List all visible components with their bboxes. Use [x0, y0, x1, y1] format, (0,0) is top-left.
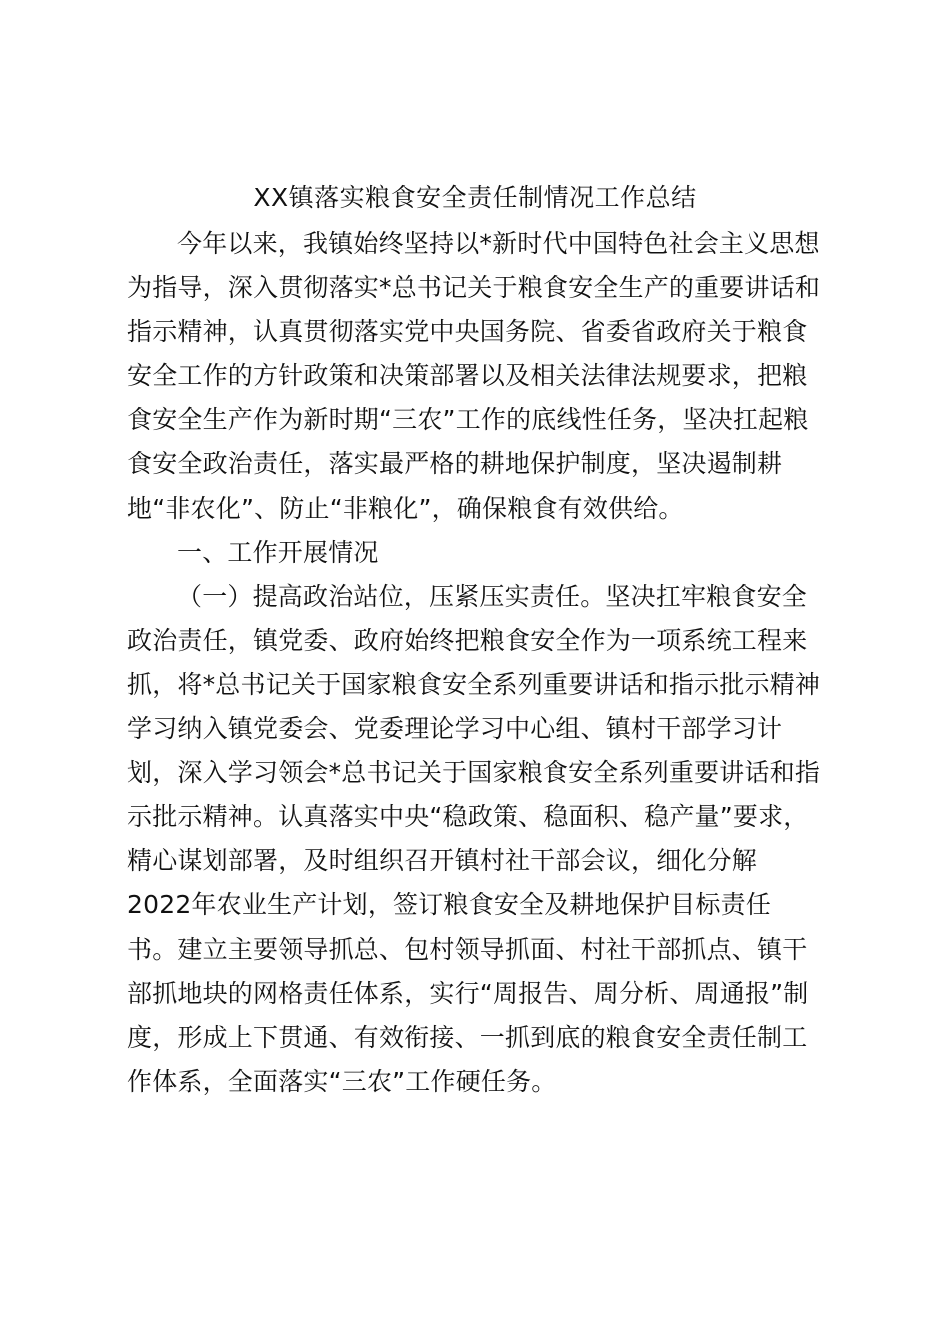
paragraph-line: 地“非农化”、防止“非粮化”，确保粮食有效供给。 [127, 493, 684, 523]
paragraph-line: 为指导，深入贯彻落实*总书记关于粮食安全生产的重要讲话和 [127, 273, 821, 303]
document-body [127, 222, 837, 1104]
paragraph-line: 度，形成上下贯通、有效衔接、一抓到底的粮食安全责任制工 [127, 1022, 808, 1052]
paragraph-line: （一）提高政治站位，压紧压实责任。坚决扛牢粮食安全 [177, 581, 808, 611]
paragraph-line: 学习纳入镇党委会、党委理论学习中心组、镇村干部学习计 [127, 714, 783, 744]
paragraph-line: 示批示精神。认真落实中央“稳政策、稳面积、稳产量”要求， [127, 802, 809, 832]
section-heading: 一、工作开展情况 [177, 537, 379, 567]
paragraph-line: 食安全生产作为新时期“三农”工作的底线性任务，坚决扛起粮 [127, 405, 809, 435]
paragraph-line: 安全工作的方针政策和决策部署以及相关法律法规要求，把粮 [127, 361, 808, 391]
paragraph-line: 食安全政治责任，落实最严格的耕地保护制度，坚决遏制耕 [127, 449, 783, 479]
paragraph-line: 政治责任，镇党委、政府始终把粮食安全作为一项系统工程来 [127, 625, 808, 655]
paragraph-line: 今年以来，我镇始终坚持以*新时代中国特色社会主义思想 [177, 229, 820, 258]
paragraph-line: 指示精神，认真贯彻落实党中央国务院、省委省政府关于粮食 [127, 317, 808, 347]
paragraph-line: 抓，将*总书记关于国家粮食安全系列重要讲话和指示批示精神 [127, 669, 821, 699]
paragraph-line: 2022年农业生产计划，签订粮食安全及耕地保护目标责任 [127, 890, 772, 920]
paragraph-line: 划，深入学习领会*总书记关于国家粮食安全系列重要讲话和指 [127, 758, 821, 788]
paragraph-line: 书。建立主要领导抓总、包村领导抓面、村社干部抓点、镇干 [127, 934, 808, 964]
document-title: XX镇落实粮食安全责任制情况工作总结 [253, 183, 697, 212]
paragraph-line: 部抓地块的网格责任体系，实行“周报告、周分析、周通报”制 [127, 978, 809, 1008]
paragraph-line: 作体系，全面落实“三农”工作硬任务。 [127, 1066, 557, 1096]
paragraph-line: 精心谋划部署，及时组织召开镇村社干部会议，细化分解 [127, 846, 758, 876]
